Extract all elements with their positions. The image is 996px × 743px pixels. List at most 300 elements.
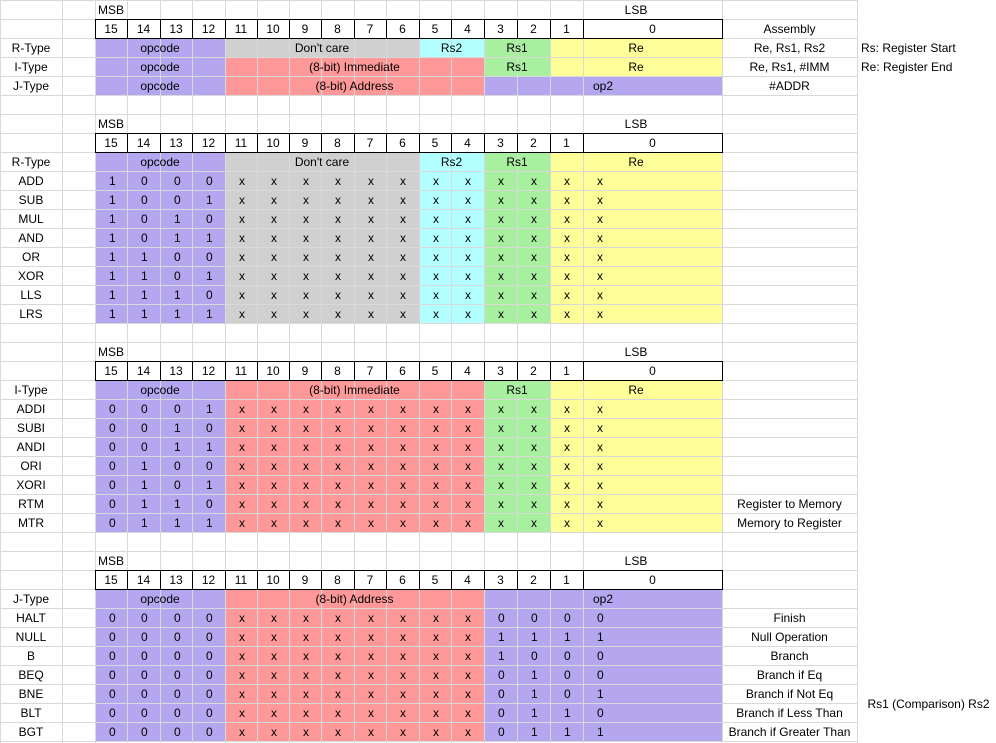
bit-number: 11 xyxy=(234,136,248,150)
bit-value: 0 xyxy=(206,288,213,302)
bit-value: 0 xyxy=(174,250,181,264)
bit-value: x xyxy=(433,212,439,226)
bit-value: x xyxy=(498,516,504,530)
bit-value: x xyxy=(239,706,245,720)
assembly-note: Branch if Less Than xyxy=(736,706,843,720)
bit-value: x xyxy=(239,212,245,226)
bit-value: 1 xyxy=(531,687,538,701)
bit-value: x xyxy=(498,250,504,264)
bit-number: 2 xyxy=(530,136,537,150)
bit-number: 10 xyxy=(266,573,280,587)
assembly-note: Re, Rs1, Rs2 xyxy=(753,41,826,55)
bit-value: 1 xyxy=(174,231,181,245)
header-border-cell xyxy=(583,361,584,380)
header-border-cell xyxy=(451,133,452,152)
bit-value: x xyxy=(303,421,309,435)
bit-value: x xyxy=(239,687,245,701)
bit-value: x xyxy=(498,231,504,245)
field-rs2: Rs2 xyxy=(440,41,463,55)
bit-value: 0 xyxy=(597,649,604,663)
bit-value: 0 xyxy=(174,478,181,492)
bit-value: x xyxy=(303,630,309,644)
header-border-cell xyxy=(354,19,355,38)
bit-value: 1 xyxy=(531,630,538,644)
bit-value: x xyxy=(239,459,245,473)
bit-value: 0 xyxy=(597,706,604,720)
bit-value: 1 xyxy=(564,725,571,739)
field-opcode: opcode xyxy=(140,60,180,74)
header-border-cell xyxy=(321,133,322,152)
bit-value: x xyxy=(564,212,570,226)
bit-value: 1 xyxy=(564,630,571,644)
bit-value: x xyxy=(368,174,374,188)
bit-value: x xyxy=(433,421,439,435)
bit-value: x xyxy=(400,212,406,226)
header-border-cell xyxy=(583,133,584,152)
bit-value: 0 xyxy=(109,687,116,701)
bit-value: 0 xyxy=(174,649,181,663)
row-label: LLS xyxy=(20,288,42,302)
bit-value: 0 xyxy=(141,630,148,644)
bit-value: x xyxy=(335,668,341,682)
bit-value: x xyxy=(335,687,341,701)
bit-value: x xyxy=(239,725,245,739)
bit-value: x xyxy=(303,440,309,454)
bit-number: 14 xyxy=(136,573,151,587)
bit-number: 5 xyxy=(431,573,439,587)
bit-value: x xyxy=(433,402,439,416)
bit-value: 0 xyxy=(141,440,148,454)
bit-value: x xyxy=(465,307,471,321)
bit-value: x xyxy=(465,402,471,416)
bit-value: x xyxy=(368,478,374,492)
bit-number: 3 xyxy=(497,136,504,150)
bit-value: x xyxy=(465,497,471,511)
bit-value: 1 xyxy=(141,269,148,283)
bit-value: x xyxy=(597,516,603,530)
bit-value: x xyxy=(564,421,570,435)
bit-value: x xyxy=(335,630,341,644)
header-border-cell xyxy=(160,361,161,380)
bit-value: 1 xyxy=(531,668,538,682)
bit-value: 0 xyxy=(206,497,213,511)
bit-value: x xyxy=(531,269,537,283)
bit-value: 0 xyxy=(109,516,116,530)
bit-value: x xyxy=(433,174,439,188)
bit-value: x xyxy=(433,687,439,701)
bit-number: 6 xyxy=(399,22,406,36)
header-border-top xyxy=(95,570,723,571)
bit-value: x xyxy=(271,440,277,454)
bit-value: 1 xyxy=(498,630,505,644)
bit-value: x xyxy=(498,402,504,416)
header-border-cell xyxy=(517,19,518,38)
bit-value: 0 xyxy=(206,687,213,701)
bit-value: x xyxy=(400,668,406,682)
field-op2: op2 xyxy=(592,79,614,93)
bit-value: x xyxy=(303,516,309,530)
header-border-cell xyxy=(550,570,551,589)
header-border-cell xyxy=(127,361,128,380)
lsb-label: LSB xyxy=(624,345,648,359)
header-border-cell xyxy=(225,133,226,152)
bit-value: x xyxy=(498,307,504,321)
bit-value: 1 xyxy=(141,478,148,492)
bit-value: x xyxy=(498,212,504,226)
bit-number: 5 xyxy=(431,22,439,36)
header-border-top xyxy=(95,133,723,134)
bit-value: x xyxy=(335,174,341,188)
header-border-cell xyxy=(192,570,193,589)
bit-value: x xyxy=(465,269,471,283)
bit-value: x xyxy=(303,725,309,739)
bit-value: x xyxy=(498,174,504,188)
bit-number: 2 xyxy=(530,573,537,587)
header-border-cell xyxy=(484,361,485,380)
bit-value: 0 xyxy=(109,725,116,739)
bit-number: 12 xyxy=(201,573,216,587)
bit-value: x xyxy=(335,725,341,739)
bit-value: x xyxy=(271,269,277,283)
bit-value: 1 xyxy=(531,706,538,720)
bit-value: x xyxy=(465,193,471,207)
bit-value: x xyxy=(303,649,309,663)
bit-value: x xyxy=(433,250,439,264)
bit-value: x xyxy=(597,497,603,511)
bit-number: 3 xyxy=(497,364,504,378)
bit-value: x xyxy=(433,668,439,682)
bit-value: x xyxy=(597,212,603,226)
bit-value: x xyxy=(433,440,439,454)
bit-number: 14 xyxy=(136,22,151,36)
bit-value: x xyxy=(531,288,537,302)
bit-value: 0 xyxy=(206,250,213,264)
field-opcode: opcode xyxy=(140,79,180,93)
bit-value: x xyxy=(465,174,471,188)
row-label: I-Type xyxy=(14,383,48,397)
bit-value: x xyxy=(465,250,471,264)
bit-value: x xyxy=(531,459,537,473)
bit-value: 0 xyxy=(109,421,116,435)
bit-value: x xyxy=(465,687,471,701)
header-border-cell xyxy=(95,361,96,380)
row-label: NULL xyxy=(15,630,47,644)
field-rs1: Rs1 xyxy=(506,383,528,397)
bit-value: x xyxy=(303,288,309,302)
row-label: BGT xyxy=(18,725,44,739)
bit-value: x xyxy=(239,611,245,625)
bit-number: 1 xyxy=(563,573,570,587)
bit-value: 1 xyxy=(174,516,181,530)
bit-value: 1 xyxy=(206,269,213,283)
header-border-top xyxy=(95,361,723,362)
header-border-cell xyxy=(225,19,226,38)
bit-value: x xyxy=(400,250,406,264)
bit-value: x xyxy=(335,288,341,302)
bit-value: x xyxy=(400,725,406,739)
bit-value: 1 xyxy=(174,497,181,511)
bit-value: 0 xyxy=(206,421,213,435)
bit-value: x xyxy=(400,478,406,492)
row-label: B xyxy=(26,649,35,663)
bit-value: 0 xyxy=(498,725,505,739)
bit-value: 0 xyxy=(174,193,181,207)
bit-value: 0 xyxy=(206,611,213,625)
row-label: BEQ xyxy=(18,668,44,682)
header-border-cell xyxy=(484,133,485,152)
bit-number: 6 xyxy=(399,136,406,150)
row-label: ANDI xyxy=(16,440,46,454)
bit-value: x xyxy=(531,402,537,416)
bit-value: x xyxy=(465,212,471,226)
field-rs1: Rs1 xyxy=(506,155,528,169)
bit-value: 1 xyxy=(531,725,538,739)
bit-number: 8 xyxy=(334,22,341,36)
field-dontcare: Don't care xyxy=(294,155,350,169)
bit-value: x xyxy=(368,668,374,682)
header-border-cell xyxy=(386,133,387,152)
bit-value: 1 xyxy=(597,630,604,644)
header-border-cell xyxy=(583,19,584,38)
bit-value: x xyxy=(335,706,341,720)
bit-number: 15 xyxy=(104,22,118,36)
bit-value: 1 xyxy=(141,459,148,473)
bit-value: x xyxy=(271,478,277,492)
header-border-cell xyxy=(722,361,723,380)
field-re: Re xyxy=(628,383,644,397)
bit-value: x xyxy=(400,497,406,511)
assembly-note: Branch if Greater Than xyxy=(728,725,851,739)
header-border-top xyxy=(95,19,723,20)
bit-value: x xyxy=(597,402,603,416)
bit-value: 1 xyxy=(206,478,213,492)
bit-value: 1 xyxy=(206,516,213,530)
register-legend: Re: Register End xyxy=(861,60,953,74)
bit-value: x xyxy=(465,630,471,644)
row-label: J-Type xyxy=(12,592,49,606)
bit-value: x xyxy=(498,269,504,283)
header-border-cell xyxy=(484,570,485,589)
bit-value: 0 xyxy=(109,706,116,720)
bit-value: x xyxy=(465,421,471,435)
bit-value: x xyxy=(433,231,439,245)
assembly-note: Assembly xyxy=(763,22,816,36)
bit-value: x xyxy=(239,478,245,492)
bit-value: x xyxy=(271,231,277,245)
header-border-cell xyxy=(722,570,723,589)
bit-value: x xyxy=(400,706,406,720)
bit-value: 0 xyxy=(531,649,538,663)
bit-value: x xyxy=(239,174,245,188)
bit-value: x xyxy=(400,440,406,454)
bit-value: x xyxy=(465,611,471,625)
header-border-cell xyxy=(354,570,355,589)
bit-value: x xyxy=(303,706,309,720)
bit-value: x xyxy=(335,611,341,625)
bit-value: x xyxy=(498,421,504,435)
bit-value: x xyxy=(564,478,570,492)
field-immediate: (8-bit) Address xyxy=(315,79,394,93)
bit-value: 1 xyxy=(109,288,116,302)
field-opcode: opcode xyxy=(140,155,180,169)
bit-value: x xyxy=(400,516,406,530)
bit-value: 0 xyxy=(141,649,148,663)
header-border-cell xyxy=(225,570,226,589)
row-label: ORI xyxy=(20,459,42,473)
bit-value: x xyxy=(368,459,374,473)
header-border-cell xyxy=(386,570,387,589)
bit-value: x xyxy=(465,516,471,530)
bit-value: x xyxy=(368,687,374,701)
bit-number: 0 xyxy=(649,136,656,150)
header-border-cell xyxy=(451,361,452,380)
gridline-v xyxy=(62,0,63,743)
bit-number: 11 xyxy=(234,364,248,378)
bit-value: x xyxy=(564,193,570,207)
header-border-cell xyxy=(354,361,355,380)
header-border-cell xyxy=(451,19,452,38)
bit-value: x xyxy=(303,269,309,283)
bit-number: 6 xyxy=(399,364,406,378)
bit-value: 1 xyxy=(109,212,116,226)
row-label: LRS xyxy=(19,307,43,321)
bit-value: x xyxy=(564,231,570,245)
bit-value: x xyxy=(433,193,439,207)
bit-value: x xyxy=(368,630,374,644)
bit-value: x xyxy=(531,193,537,207)
bit-number: 8 xyxy=(334,364,341,378)
bit-value: x xyxy=(597,307,603,321)
bit-value: x xyxy=(465,478,471,492)
bit-value: x xyxy=(368,725,374,739)
bit-value: x xyxy=(271,402,277,416)
header-border-cell xyxy=(451,570,452,589)
row-label: R-Type xyxy=(11,41,51,55)
bit-value: x xyxy=(597,250,603,264)
bit-value: x xyxy=(564,250,570,264)
bit-value: x xyxy=(239,288,245,302)
bit-number: 8 xyxy=(334,573,341,587)
bit-value: 0 xyxy=(109,649,116,663)
bit-value: x xyxy=(433,459,439,473)
assembly-note: Branch xyxy=(770,649,809,663)
header-border-cell xyxy=(289,361,290,380)
bit-value: 0 xyxy=(498,706,505,720)
row-label: RTM xyxy=(18,497,44,511)
field-immediate: (8-bit) Immediate xyxy=(309,60,400,74)
bit-value: x xyxy=(303,250,309,264)
bit-value: x xyxy=(335,212,341,226)
bit-value: x xyxy=(271,668,277,682)
bit-value: 0 xyxy=(498,687,505,701)
header-border-cell xyxy=(257,361,258,380)
bit-value: x xyxy=(597,174,603,188)
bit-value: x xyxy=(303,307,309,321)
bit-value: x xyxy=(271,706,277,720)
bit-value: x xyxy=(303,497,309,511)
bit-value: x xyxy=(239,516,245,530)
bit-value: 0 xyxy=(564,649,571,663)
bit-value: x xyxy=(400,459,406,473)
assembly-note: Null Operation xyxy=(751,630,828,644)
bit-value: 0 xyxy=(597,668,604,682)
bit-value: x xyxy=(271,193,277,207)
bit-value: x xyxy=(239,440,245,454)
bit-value: x xyxy=(271,288,277,302)
bit-value: x xyxy=(368,497,374,511)
bit-value: 0 xyxy=(206,174,213,188)
bit-value: x xyxy=(597,288,603,302)
bit-value: x xyxy=(465,725,471,739)
bit-value: 0 xyxy=(141,725,148,739)
bit-value: 0 xyxy=(564,668,571,682)
row-label: J-Type xyxy=(12,79,49,93)
bit-value: x xyxy=(498,288,504,302)
bit-value: x xyxy=(400,193,406,207)
row-label: I-Type xyxy=(14,60,48,74)
bit-value: 1 xyxy=(141,516,148,530)
bit-value: 1 xyxy=(597,687,604,701)
bit-value: 0 xyxy=(206,459,213,473)
bit-value: x xyxy=(368,440,374,454)
header-border-cell xyxy=(419,19,420,38)
bit-value: x xyxy=(597,440,603,454)
bit-number: 3 xyxy=(497,573,504,587)
bit-value: x xyxy=(335,497,341,511)
header-border-cell xyxy=(517,133,518,152)
header-border-cell xyxy=(484,19,485,38)
header-border-cell xyxy=(289,570,290,589)
bit-value: x xyxy=(303,193,309,207)
bit-value: x xyxy=(335,231,341,245)
bit-number: 5 xyxy=(431,136,439,150)
bit-value: 1 xyxy=(109,250,116,264)
bit-value: 0 xyxy=(206,212,213,226)
bit-value: 0 xyxy=(564,687,571,701)
bit-value: 0 xyxy=(109,497,116,511)
field-opcode: opcode xyxy=(140,41,180,55)
bit-value: x xyxy=(239,668,245,682)
field-opcode: opcode xyxy=(140,383,180,397)
bit-value: x xyxy=(271,212,277,226)
bit-value: x xyxy=(564,516,570,530)
header-border-cell xyxy=(160,570,161,589)
bit-value: x xyxy=(271,725,277,739)
bit-value: 1 xyxy=(109,174,116,188)
bit-value: x xyxy=(498,459,504,473)
field-opcode: opcode xyxy=(140,592,180,606)
bit-number: 14 xyxy=(136,136,151,150)
bit-value: 0 xyxy=(141,611,148,625)
bit-value: x xyxy=(433,649,439,663)
msb-label: MSB xyxy=(98,554,125,568)
bit-number: 9 xyxy=(301,573,309,587)
bit-value: x xyxy=(335,649,341,663)
bit-value: x xyxy=(335,440,341,454)
bit-value: x xyxy=(239,402,245,416)
bit-value: 1 xyxy=(174,288,181,302)
bit-number: 0 xyxy=(649,573,656,587)
bit-value: x xyxy=(433,307,439,321)
bit-value: 0 xyxy=(141,421,148,435)
header-border-cell xyxy=(257,19,258,38)
header-border-cell xyxy=(517,361,518,380)
bit-number: 2 xyxy=(530,22,537,36)
bit-value: x xyxy=(531,497,537,511)
bit-value: x xyxy=(433,497,439,511)
header-border-cell xyxy=(321,570,322,589)
header-border-cell xyxy=(583,570,584,589)
